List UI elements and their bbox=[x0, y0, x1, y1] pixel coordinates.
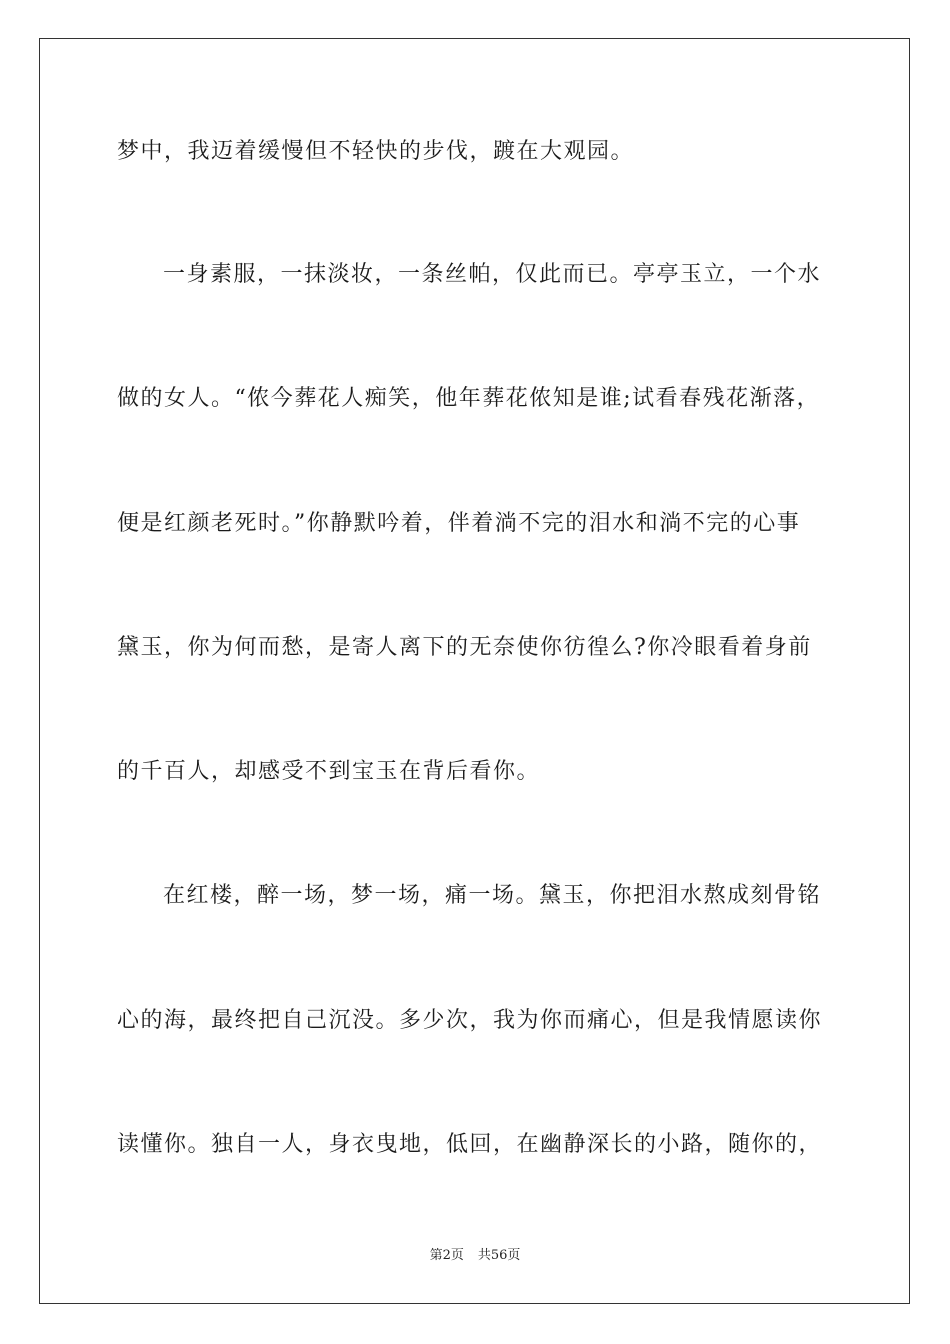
paragraph-line-1: 梦中，我迈着缓慢但不轻快的步伐，踱在大观园。 bbox=[117, 139, 635, 164]
paragraph-line-6: 的千百人，却感受不到宝玉在背后看你。 bbox=[117, 759, 541, 784]
paragraph-line-9: 读懂你。独自一人，身衣曳地，低回，在幽静深长的小路，随你的， bbox=[117, 1132, 823, 1157]
paragraph-line-2: 一身素服，一抹淡妆，一条丝帕，仅此而已。亭亭玉立，一个水 bbox=[163, 262, 822, 287]
paragraph-line-7: 在红楼，醉一场，梦一场，痛一场。黛玉，你把泪水熬成刻骨铭 bbox=[163, 883, 822, 908]
page-footer bbox=[0, 1247, 950, 1265]
paragraph-line-8: 心的海，最终把自己沉没。多少次，我为你而痛心，但是我情愿读你 bbox=[117, 1008, 823, 1033]
paragraph-line-5: 黛玉，你为何而愁，是寄人离下的无奈使你彷徨么?你冷眼看着身前 bbox=[117, 635, 812, 660]
page-border bbox=[39, 38, 910, 1304]
page-total: 共56页 bbox=[477, 1248, 521, 1263]
paragraph-line-4: 便是红颜老死时。”你静默吟着，伴着淌不完的泪水和淌不完的心事 bbox=[117, 511, 801, 536]
paragraph-line-3: 做的女人。“侬今葬花人痴笑，他年葬花侬知是谁;试看春残花渐落， bbox=[117, 386, 821, 411]
page-number: 第2页 bbox=[429, 1248, 464, 1263]
